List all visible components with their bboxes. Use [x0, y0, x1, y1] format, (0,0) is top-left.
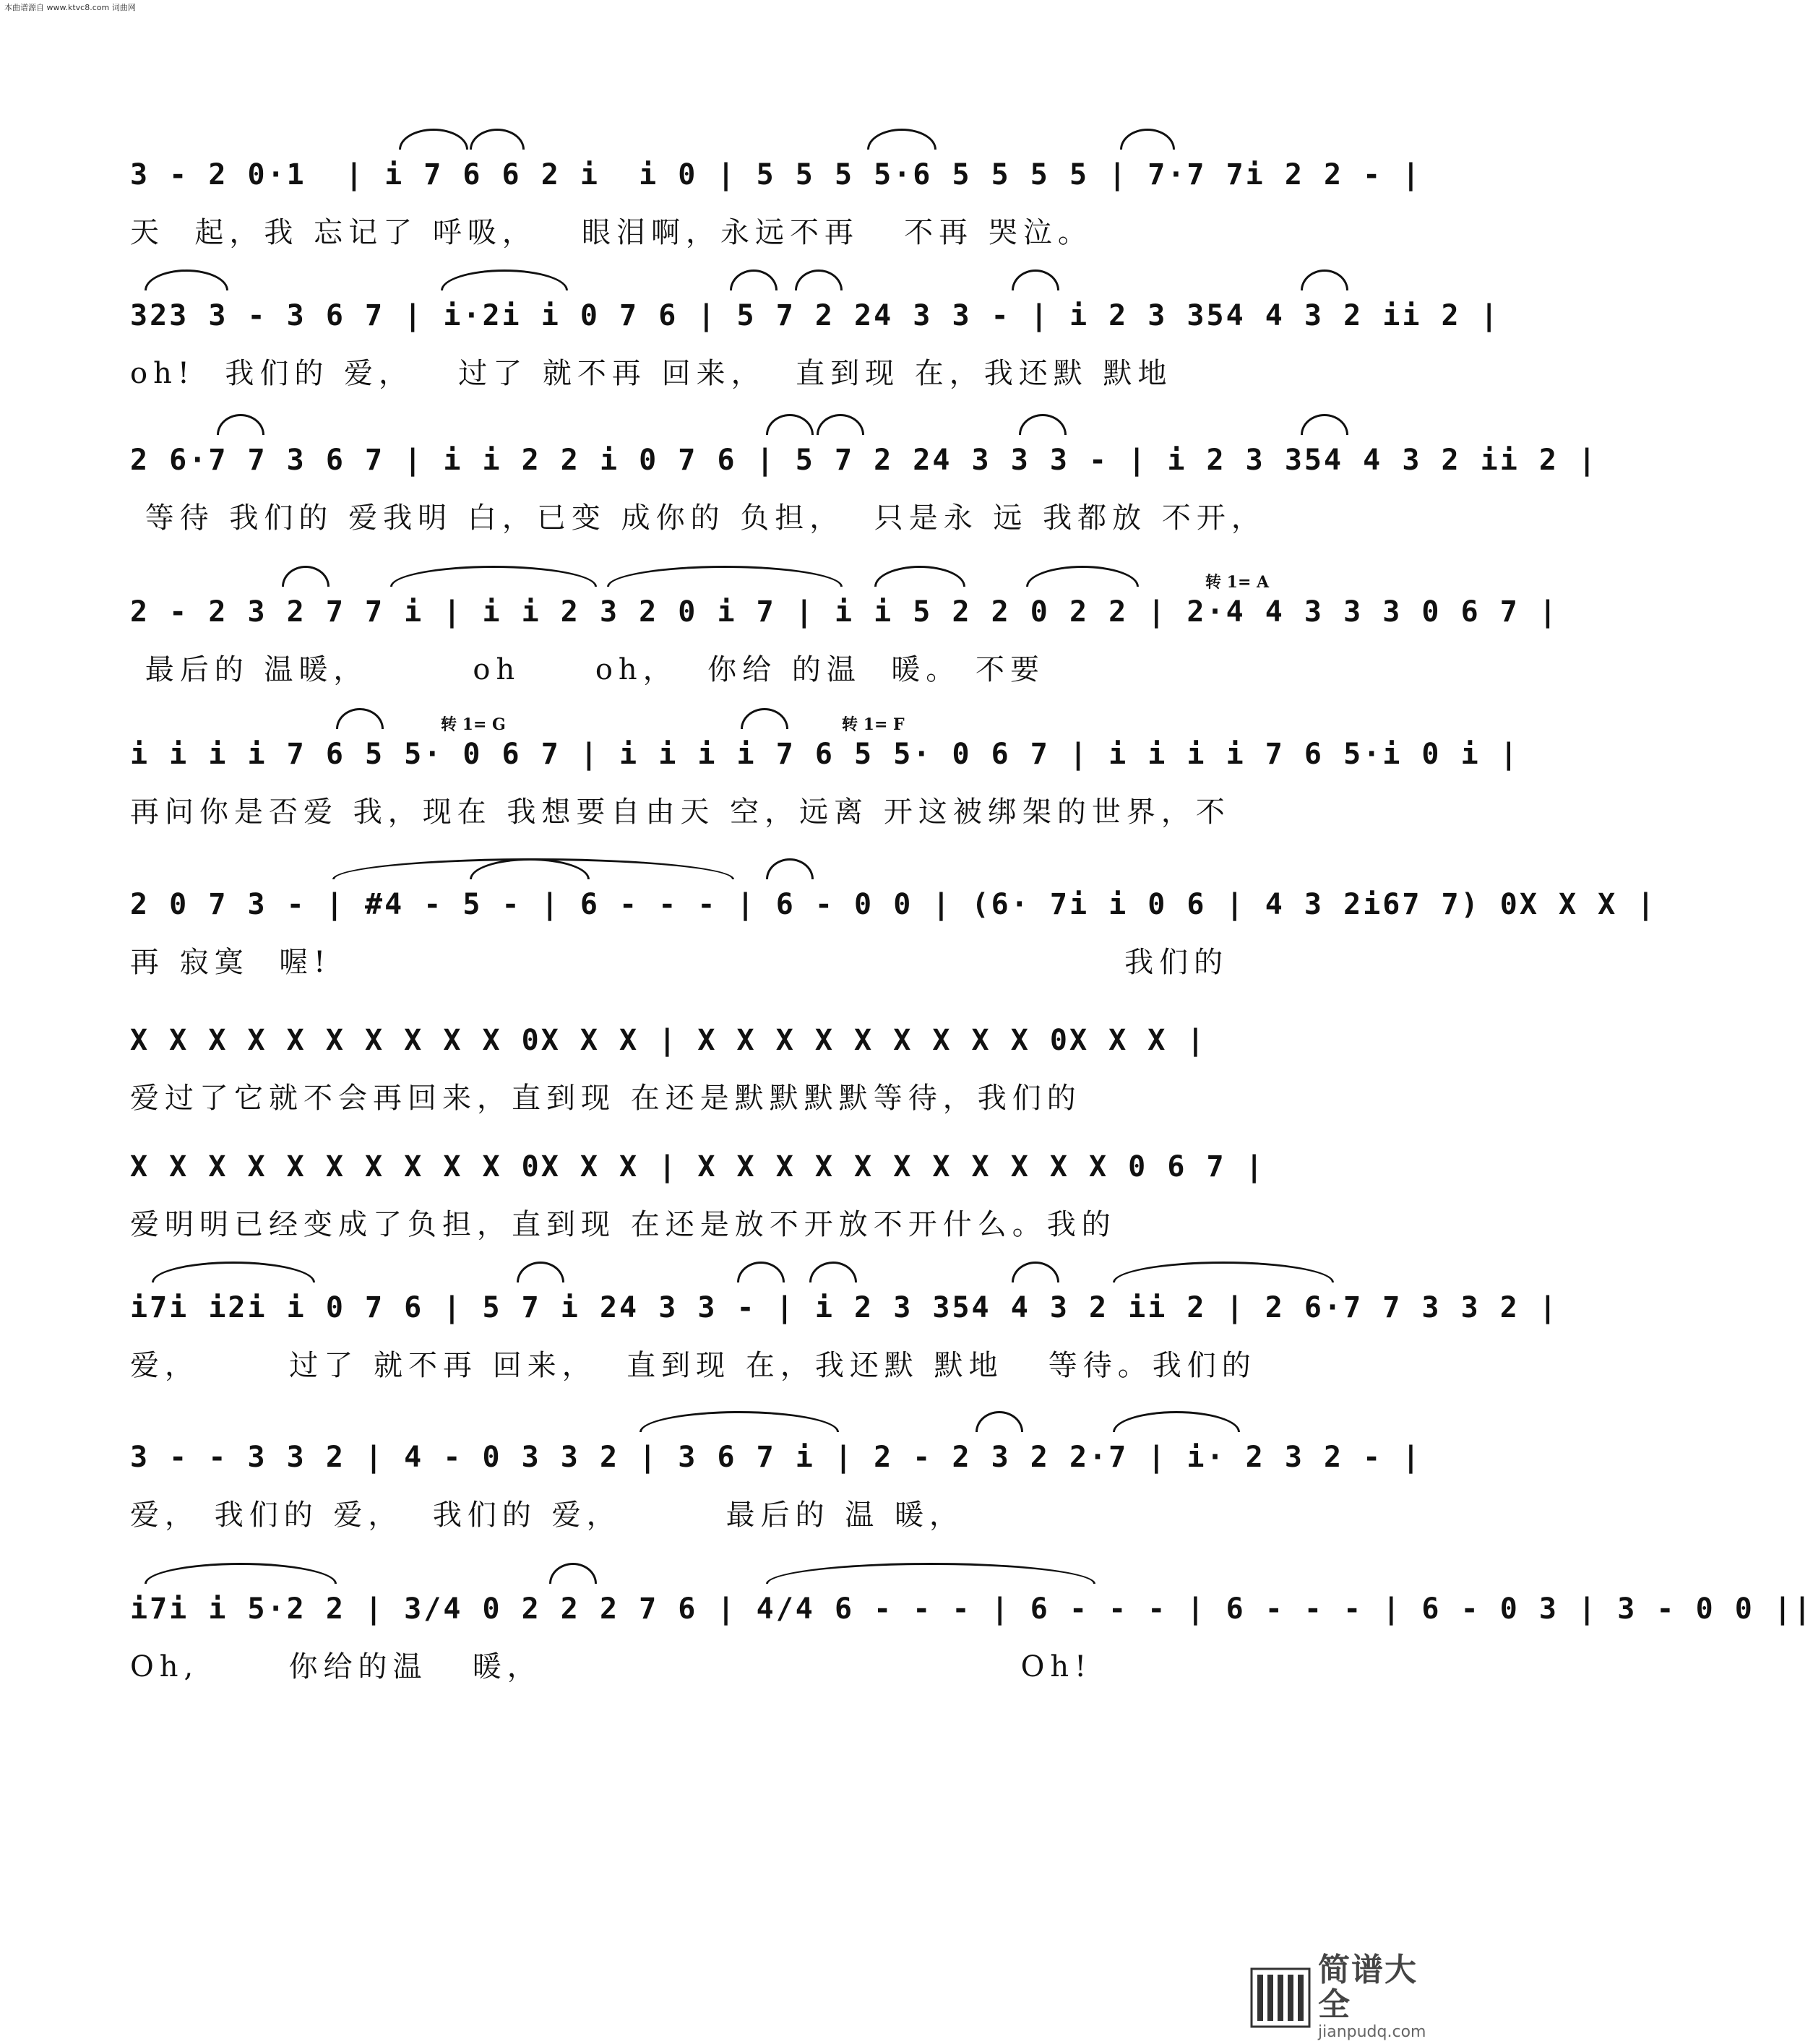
notes-line: 3 - 2 0·1 | i 7 6 6 2 i i 0 | 5 5 5 5·6 5 5 5 5 | 7·7 7i 2 2 - |	[130, 158, 1422, 191]
notes-line: i i i i 7 6 5 5· 0 6 7 | i i i i 7 6 5 5· 0 6 7 | i i i i 7 6 5·i 0 i |	[130, 738, 1520, 771]
piano-keys-icon	[1250, 1967, 1311, 2028]
slur	[282, 566, 330, 587]
notes-line: i7i i 5·2 2 | 3/4 0 2 2 2 7 6 | 4/4 6 - - - | 6 - - - | 6 - - - | 6 - 0 3 | 3 - 0 0 ||	[130, 1592, 1813, 1626]
slur	[1113, 1411, 1240, 1432]
score-system-5	[130, 715, 1520, 854]
brand-watermark	[1250, 1952, 1431, 2041]
slur	[1301, 414, 1348, 435]
lyrics-line: Oh, 你给的温 暖， Oh!	[130, 1650, 1093, 1683]
slur	[390, 566, 597, 587]
notes-line: 2 - 2 3 2 7 7 i | i i 2 3 2 0 i 7 | i i 5 2 2 0 2 2 | 2·4 4 3 3 3 0 6 7 |	[130, 595, 1559, 629]
lyrics-line: 再 寂寞 喔! 我们的	[130, 946, 1229, 979]
score-system-9	[130, 1285, 1559, 1407]
notes-line: 323 3 - 3 6 7 | i·2i i 0 7 6 | 5 7 2 24 3 3 - | i 2 3 354 4 3 2 ii 2 |	[130, 299, 1500, 332]
slur	[399, 129, 468, 150]
lyrics-line: 爱， 我们的 爱， 我们的 爱， 最后的 温 暖，	[130, 1498, 965, 1532]
slur	[470, 129, 525, 150]
lyrics-line: 最后的 温暖， oh oh， 你给 的温 暖。 不要	[130, 653, 1045, 686]
lyrics-line: oh! 我们的 爱， 过了 就不再 回来， 直到现 在，我还默 默地	[130, 357, 1173, 390]
source-note: 本曲谱源自 www.ktvc8.com 词曲网	[4, 3, 136, 12]
key-change: 转 1= G	[441, 715, 506, 734]
score-system-2	[130, 293, 1500, 415]
slur	[817, 414, 864, 435]
slur	[1019, 414, 1067, 435]
score-system-11	[130, 1586, 1813, 1709]
lyrics-line: 再问你是否爱 我，现在 我想要自由天 空，远离 开这被绑架的世界，不	[130, 795, 1231, 829]
score-system-3	[130, 437, 1598, 560]
lyrics-line: 天 起，我 忘记了 呼吸， 眼泪啊，永远不再 不再 哭泣。	[130, 216, 1093, 249]
notes-line: X X X X X X X X X X 0X X X | X X X X X X X X X 0X X X |	[130, 1024, 1207, 1057]
slur	[766, 414, 814, 435]
brand-name: 简谱大全	[1318, 1952, 1418, 2023]
score-system-7	[130, 1017, 1322, 1140]
slur	[874, 566, 965, 587]
notes-line: 3 - - 3 3 2 | 4 - 0 3 3 2 | 3 6 7 i | 2 - 2 3 2 2·7 | i· 2 3 2 - |	[130, 1441, 1422, 1474]
key-change: 转 1= F	[842, 715, 905, 734]
notes-line: 2 6·7 7 3 6 7 | i i 2 2 i 0 7 6 | 5 7 2 24 3 3 3 - | i 2 3 354 4 3 2 ii 2 |	[130, 444, 1598, 477]
slur	[217, 414, 264, 435]
lyrics-line: 爱， 过了 就不再 回来， 直到现 在，我还默 默地 等待。我们的	[130, 1349, 1257, 1382]
slur	[607, 566, 843, 587]
score-system-4	[130, 573, 1559, 712]
lyrics-line: 爱明明已经变成了负担，直到现 在还是放不开放不开什么。我的	[130, 1208, 1116, 1241]
lyrics-line: 爱过了它就不会再回来，直到现 在还是默默默默等待，我们的	[130, 1082, 1082, 1115]
slur	[766, 858, 814, 879]
score-system-10	[130, 1434, 1422, 1557]
score-system-1	[130, 152, 1422, 275]
slur	[766, 1563, 1095, 1584]
slur	[867, 129, 936, 150]
notes-line: X X X X X X X X X X 0X X X | X X X X X X X X X X X 0 6 7 |	[130, 1150, 1265, 1183]
notes-line: 2 0 7 3 - | #4 - 5 - | 6 - - - | 6 - 0 0 | (6· 7i i 0 6 | 4 3 2i67 7) 0X X X |	[130, 888, 1657, 921]
brand-url: jianpudq.com	[1318, 2023, 1426, 2041]
slur	[639, 1411, 839, 1432]
slur	[145, 1563, 337, 1584]
notes-line: i7i i2i i 0 7 6 | 5 7 i 24 3 3 - | i 2 3 354 4 3 2 ii 2 | 2 6·7 7 3 3 2 |	[130, 1291, 1559, 1324]
lyrics-line: 等待 我们的 爱我明 白，已变 成你的 负担， 只是永 远 我都放 不开，	[130, 501, 1266, 535]
slur	[1120, 129, 1175, 150]
slur	[549, 1563, 597, 1584]
slur	[1026, 566, 1139, 587]
key-change: 转 1= A	[1205, 573, 1270, 592]
score-system-8	[130, 1144, 1322, 1267]
score-system-6	[130, 881, 1657, 1004]
slur	[976, 1411, 1023, 1432]
